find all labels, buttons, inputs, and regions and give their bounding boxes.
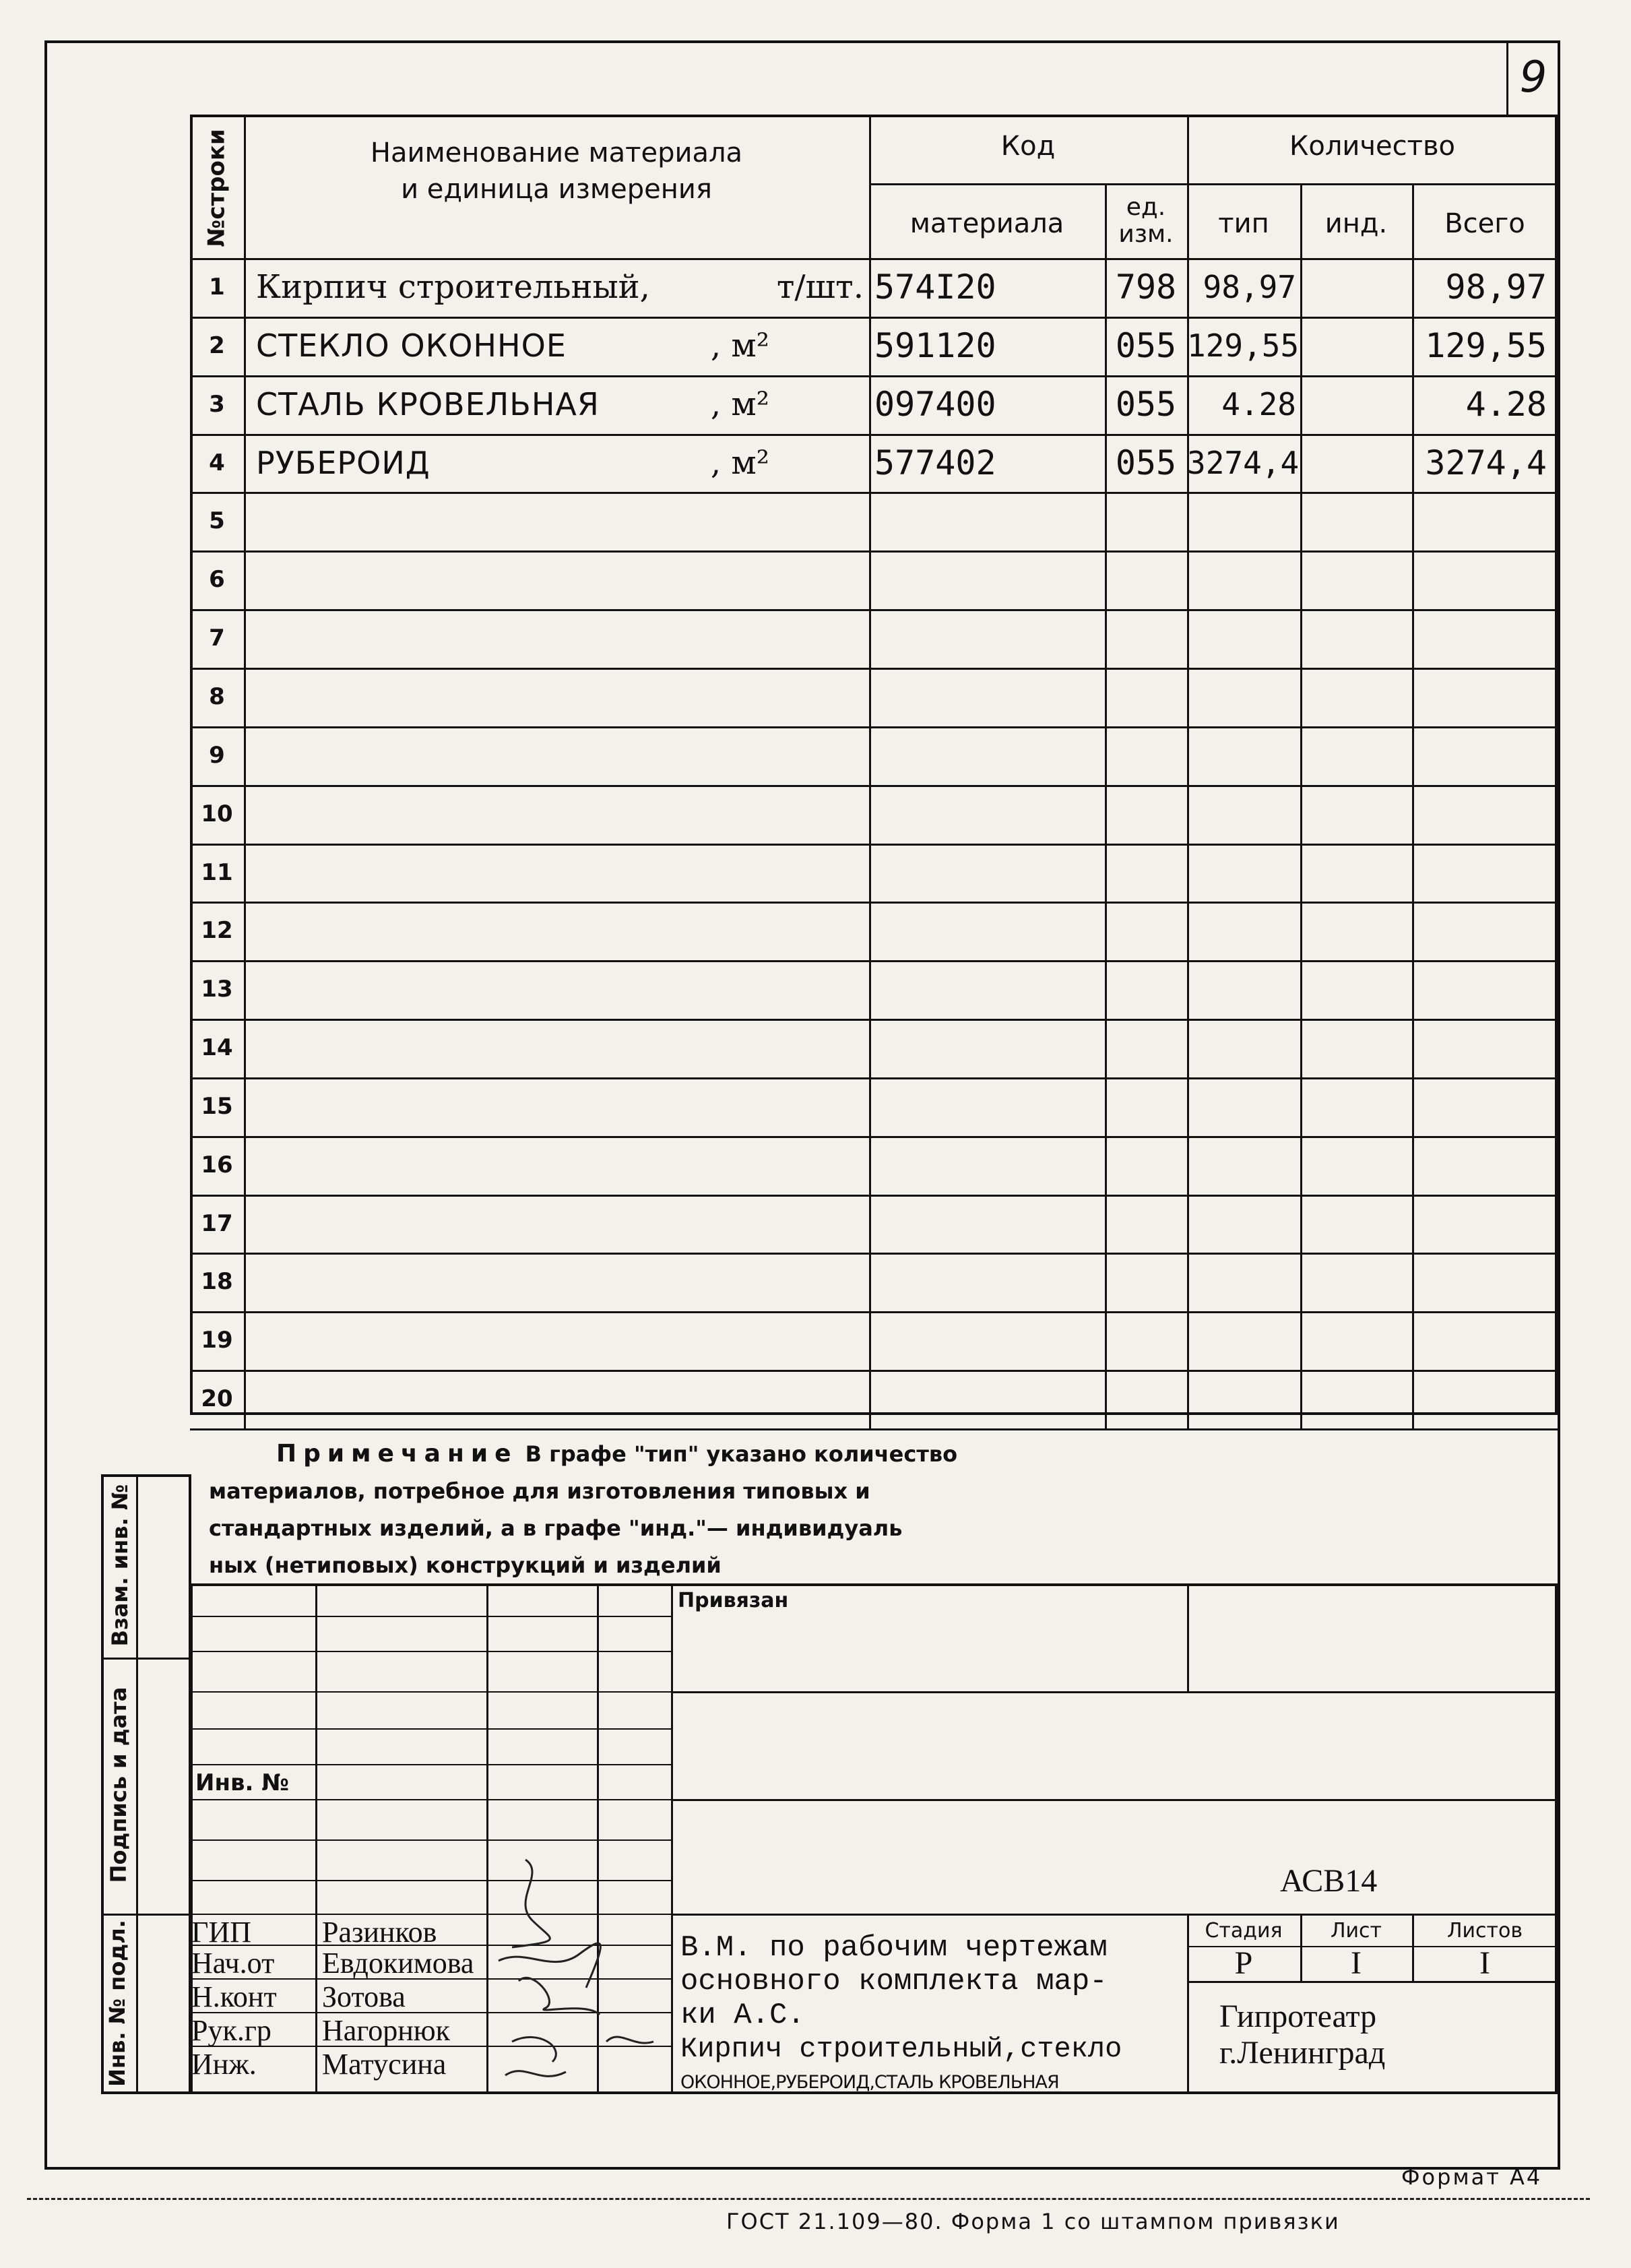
org-line-2: г.Ленинград (1219, 2035, 1386, 2071)
stamp-grid-line (190, 1728, 671, 1730)
row-name: Кирпич строительный, (256, 268, 650, 306)
table-row (190, 434, 1558, 493)
row-number: 19 (201, 1327, 233, 1354)
header-unit: ед. изм. (1118, 193, 1174, 248)
row-number: 4 (209, 449, 225, 476)
row-total: 4.28 (1465, 385, 1547, 424)
table-row (190, 726, 1558, 785)
table-row (190, 1077, 1558, 1136)
header-type: тип (1218, 208, 1269, 239)
note-line1: В графе "тип" указано количество (525, 1441, 958, 1467)
role-person: Матусина (322, 2048, 447, 2081)
row-number: 14 (201, 1034, 233, 1061)
page-number: 9 (1519, 53, 1547, 102)
stamp-col-1 (315, 1583, 317, 2094)
row-type: 98,97 (1203, 269, 1296, 305)
row-name: СТЕКЛО ОКОННОЕ (256, 327, 567, 364)
title-line-4: Кирпич строительный,стекло (680, 2033, 1122, 2065)
row-number: 18 (201, 1268, 233, 1295)
sheet-label: Лист (1330, 1919, 1382, 1943)
table-row (190, 1253, 1558, 1311)
row-code: 577402 (874, 443, 996, 482)
row-number: 10 (201, 800, 233, 827)
signature-scribbles (485, 1846, 687, 2096)
row-number: 5 (209, 507, 225, 534)
stamp-privyazan-split (1187, 1583, 1189, 1691)
stamp-grid-line (190, 1616, 671, 1617)
footer-dashed-line (27, 2198, 1590, 2200)
row-ind (1300, 317, 1412, 375)
stage-value: Р (1234, 1945, 1253, 1981)
header-total: Всего (1444, 208, 1525, 239)
row-ind (1300, 434, 1412, 493)
title-line-3: ки А.С. (680, 1998, 805, 2032)
header-row-no: №строки (203, 129, 230, 247)
row-number: 9 (209, 742, 225, 769)
sidebar-inner-line (136, 1474, 138, 2094)
row-number: 15 (201, 1093, 233, 1120)
sidebar-vzam: Взам. инв. № (107, 1484, 133, 1647)
row-number: 13 (201, 976, 233, 1003)
sheets-value: I (1479, 1945, 1490, 1981)
header-quantity: Количество (1289, 131, 1455, 162)
role-title: Рук.гр (191, 2014, 271, 2047)
stamp-grid-line (190, 1839, 671, 1841)
role-person: Евдокимова (322, 1947, 474, 1980)
row-unit-label: , м² (710, 385, 769, 423)
stamp-grid-line (190, 1799, 671, 1800)
footer-gost: ГОСТ 21.109—80. Форма 1 со штампом привязки (726, 2209, 1340, 2234)
row-number: 17 (201, 1210, 233, 1237)
role-title: ГИП (191, 1916, 251, 1949)
row-code: 574I20 (874, 267, 996, 307)
note-line4: ных (нетиповых) конструкций и изделий (209, 1552, 722, 1578)
table-row (190, 844, 1558, 902)
table-row (190, 609, 1558, 668)
table-row (190, 317, 1558, 375)
stamp-grid-line (190, 1691, 671, 1693)
row-name: РУБЕРОИД (256, 445, 430, 481)
sheet-value: I (1351, 1945, 1362, 1981)
row-unit: 798 (1115, 267, 1177, 307)
sidebar-inv: Инв. № подл. (104, 1920, 130, 2087)
table-row (190, 1195, 1558, 1253)
row-number: 16 (201, 1152, 233, 1178)
stamp-right-line-2 (671, 1799, 1558, 1801)
table-row (190, 668, 1558, 726)
note-block (209, 1435, 1421, 1584)
header-ind: инд. (1324, 208, 1388, 239)
row-type: 3274,4 (1187, 445, 1300, 481)
role-title: Инж. (191, 2048, 257, 2081)
org-line-1: Гипротеатр (1219, 1998, 1377, 2034)
sidebar-podpis: Подпись и дата (106, 1687, 131, 1883)
row-code: 591120 (874, 326, 996, 365)
header-code: Код (1000, 131, 1056, 162)
row-number: 6 (209, 566, 225, 593)
row-unit: 055 (1115, 443, 1177, 482)
table-row (190, 1136, 1558, 1195)
role-person: Нагорнюк (322, 2014, 451, 2047)
role-person: Разинков (322, 1916, 437, 1949)
row-number: 11 (201, 859, 233, 886)
table-row (190, 902, 1558, 960)
row-total: 129,55 (1425, 326, 1547, 365)
table-row (190, 550, 1558, 609)
table-row (190, 1019, 1558, 1077)
organization (1219, 1998, 1385, 2071)
row-unit: 055 (1115, 326, 1177, 365)
row-number: 8 (209, 683, 225, 710)
stamp-title (680, 1931, 1187, 2100)
row-code: 097400 (874, 385, 996, 424)
table-row (190, 1370, 1558, 1428)
row-ind (1300, 375, 1412, 434)
table-bottom-line (190, 1428, 1558, 1430)
row-number: 3 (209, 391, 225, 418)
stamp-grid-line (190, 1651, 671, 1652)
footer-format: Формат А4 (1401, 2164, 1543, 2190)
row-total: 98,97 (1445, 267, 1547, 307)
row-type: 4.28 (1221, 386, 1296, 422)
stamp-right-line-3 (671, 1914, 1558, 1916)
table-row (190, 492, 1558, 550)
stamp-inv-no: Инв. № (195, 1769, 290, 1796)
row-number: 7 (209, 625, 225, 652)
role-person: Зотова (322, 1980, 406, 2013)
header-material: материала (909, 208, 1064, 239)
table-row (190, 960, 1558, 1019)
row-number: 20 (201, 1385, 233, 1412)
row-name: СТАЛЬ КРОВЕЛЬНАЯ (256, 386, 600, 422)
table-row (190, 785, 1558, 844)
role-title: Нач.от (191, 1947, 275, 1980)
role-title: Н.конт (191, 1980, 277, 2013)
note-line2: материалов, потребное для изготовления типовых и (209, 1478, 870, 1504)
row-number: 1 (209, 274, 225, 301)
row-unit-label: т/шт. (776, 268, 864, 306)
row-total: 3274,4 (1425, 443, 1547, 482)
row-unit-label: , м² (710, 327, 769, 365)
note-word: Примечание (276, 1440, 518, 1468)
table-row (190, 375, 1558, 434)
row-number: 2 (209, 332, 225, 359)
table-row (190, 258, 1558, 317)
row-type: 129,55 (1187, 327, 1300, 364)
stamp-privyazan: Привязан (678, 1589, 789, 1612)
stamp-code: АСВ14 (1280, 1863, 1378, 1899)
stage-label: Стадия (1205, 1919, 1283, 1943)
header-mid-line (869, 183, 1558, 185)
header-name: Наименование материала и единица измерения (370, 137, 743, 205)
table-row (190, 1311, 1558, 1370)
row-number: 12 (201, 917, 233, 944)
stamp-right-line-1 (671, 1691, 1558, 1693)
row-unit-label: , м² (710, 444, 769, 482)
title-line-1: В.М. по рабочим чертежам (680, 1931, 1108, 1965)
stamp-grid-line (190, 1764, 671, 1765)
row-unit: 055 (1115, 385, 1177, 424)
title-line-5: ОКОННОЕ,РУБЕРОИД,СТАЛЬ КРОВЕЛЬНАЯ (680, 2072, 1059, 2093)
note-line3: стандартных изделий, а в графе "инд."— индивидуаль (209, 1515, 903, 1541)
row-ind (1300, 258, 1412, 317)
title-line-2: основного комплекта мар- (680, 1965, 1108, 1998)
sheets-label: Листов (1446, 1919, 1523, 1943)
